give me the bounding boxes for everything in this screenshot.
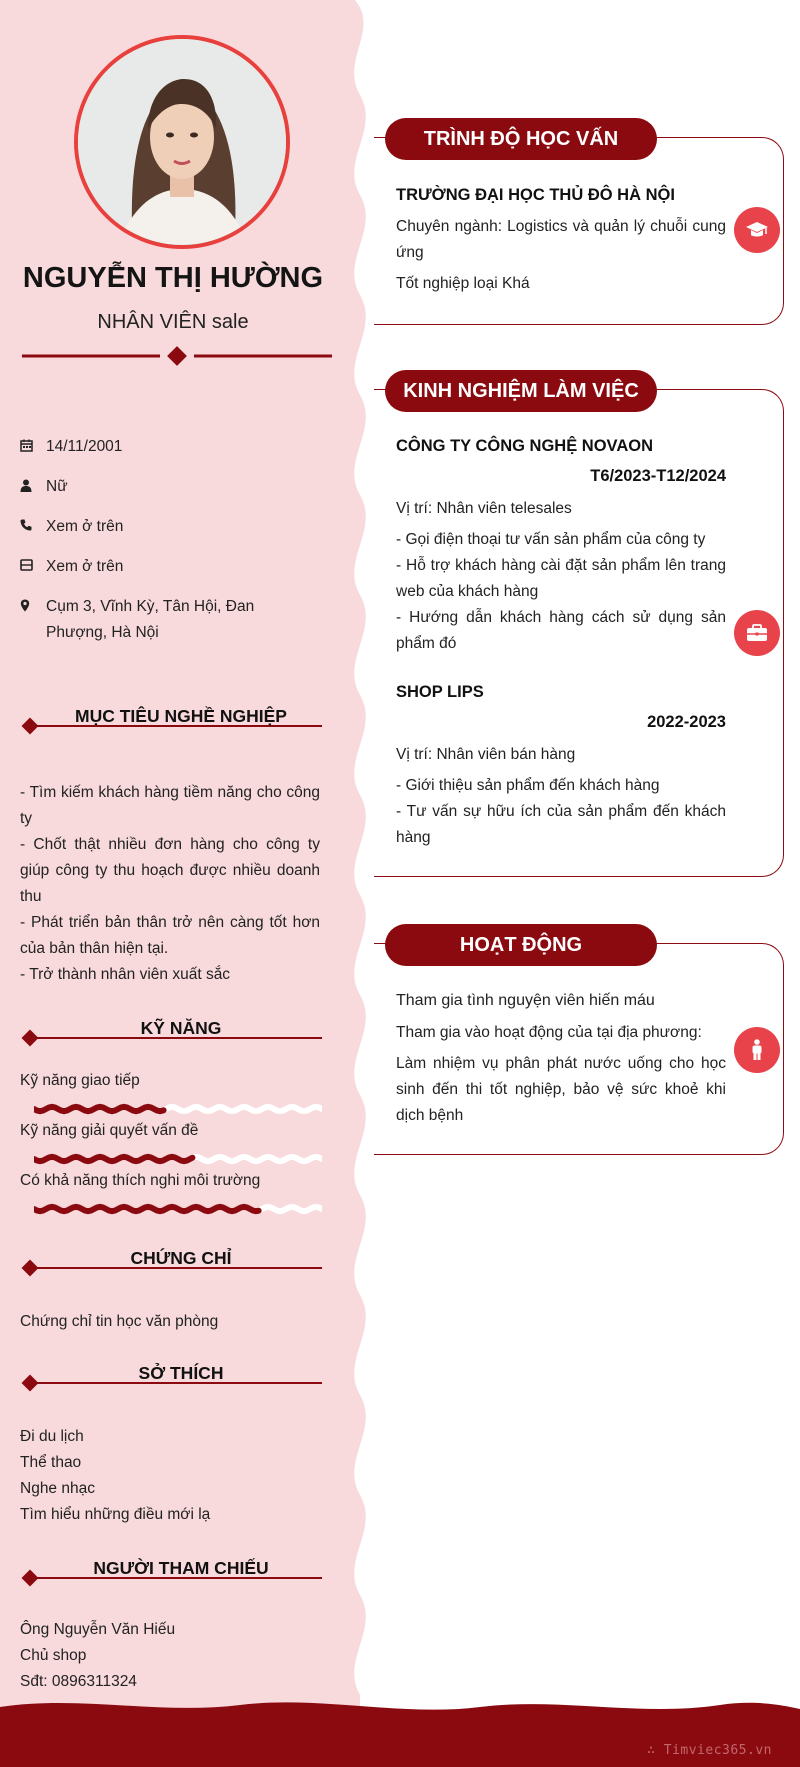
job-duty: - Tư vấn sự hữu ích của sản phẩm đến khách hàng bbox=[396, 803, 726, 846]
job-title: NHÂN VIÊN sale bbox=[97, 311, 249, 333]
hobby-item: Đi du lịch bbox=[20, 1428, 84, 1445]
hobby-item: Tìm hiểu những điều mới lạ bbox=[20, 1506, 211, 1523]
objective-title: MỤC TIÊU NGHỀ NGHIỆP bbox=[75, 706, 287, 726]
objective-text bbox=[20, 780, 320, 988]
email-icon bbox=[20, 554, 46, 580]
phone-icon bbox=[20, 514, 46, 540]
address-line-2: Phượng, Hà Nội bbox=[46, 624, 159, 641]
references-heading bbox=[20, 1558, 322, 1588]
objective-heading bbox=[20, 706, 322, 736]
map-pin-icon bbox=[20, 594, 46, 646]
objective-line: - Phát triển bản thân trở nên càng tốt hơn của bản thân hiện tại. bbox=[20, 914, 320, 957]
job-duties bbox=[396, 527, 726, 657]
job-period: 2022-2023 bbox=[647, 713, 726, 731]
hobby-item: Nghe nhạc bbox=[20, 1480, 95, 1497]
gender-value: Nữ bbox=[46, 478, 68, 495]
skills-title: KỸ NĂNG bbox=[140, 1018, 222, 1038]
email-value: Xem ở trên bbox=[46, 558, 124, 575]
skill-bar-problem-solving bbox=[34, 1152, 322, 1166]
reference-item: Ông Nguyễn Văn Hiếu bbox=[20, 1621, 176, 1638]
certificates-heading bbox=[20, 1248, 322, 1278]
person-icon bbox=[734, 1027, 780, 1073]
company-name: CÔNG TY CÔNG NGHỆ NOVAON bbox=[396, 437, 653, 455]
hobbies-heading bbox=[20, 1363, 322, 1393]
job-duties bbox=[396, 773, 726, 851]
avatar bbox=[74, 35, 290, 249]
address-value bbox=[46, 594, 254, 646]
job-period: T6/2023-T12/2024 bbox=[590, 467, 726, 485]
objective-line: - Chốt thật nhiều đơn hàng cho công ty giúp công ty thu hoạch được nhiều doanh thu bbox=[20, 836, 320, 905]
certificate-item: Chứng chỉ tin học văn phòng bbox=[20, 1313, 219, 1330]
education-title: TRÌNH ĐỘ HỌC VẤN bbox=[385, 118, 657, 160]
experience-title: KINH NGHIỆM LÀM VIỆC bbox=[385, 370, 657, 412]
job-duty: - Hướng dẫn khách hàng cách sử dụng sản phẩm đó bbox=[396, 609, 726, 652]
certificates-title: CHỨNG CHỈ bbox=[130, 1248, 232, 1268]
hobby-item: Thể thao bbox=[20, 1454, 82, 1471]
candidate-name: NGUYỄN THỊ HƯỜNG bbox=[22, 262, 324, 294]
watermark: ∴ Timviec365.vn bbox=[647, 1743, 772, 1758]
job-duty: - Giới thiệu sản phẩm đến khách hàng bbox=[396, 777, 660, 794]
skill-bar-fill bbox=[34, 1207, 259, 1211]
reference-item: Chủ shop bbox=[20, 1647, 87, 1664]
calendar-icon bbox=[20, 434, 46, 460]
phone-row bbox=[20, 514, 320, 540]
job-position: Vị trí: Nhân viên telesales bbox=[396, 500, 572, 517]
activity-item: Tham gia vào hoạt động của tại địa phương: bbox=[396, 1024, 702, 1041]
job-duty: - Gọi điện thoại tư vấn sản phẩm của công ty bbox=[396, 531, 706, 548]
education-grade: Tốt nghiệp loại Khá bbox=[396, 275, 530, 292]
skill-label: Có khả năng thích nghi môi trường bbox=[20, 1172, 261, 1189]
reference-item: Sđt: 0896311324 bbox=[20, 1673, 137, 1690]
objective-line: - Trở thành nhân viên xuất sắc bbox=[20, 966, 231, 983]
job-duty: - Hỗ trợ khách hàng cài đặt sản phẩm lên trang web của khách hàng bbox=[396, 557, 726, 600]
job-position: Vị trí: Nhân viên bán hàng bbox=[396, 746, 576, 763]
user-icon bbox=[20, 474, 46, 500]
skill-bar-communication bbox=[34, 1102, 322, 1116]
hobbies-list bbox=[20, 1424, 320, 1528]
education-major: Chuyên ngành: Logistics và quản lý chuỗi cung ứng bbox=[396, 218, 726, 261]
skill-bar-fill bbox=[34, 1107, 164, 1111]
skill-label: Kỹ năng giao tiếp bbox=[20, 1072, 140, 1089]
hobbies-title: SỞ THÍCH bbox=[138, 1363, 224, 1383]
references-list bbox=[20, 1617, 320, 1695]
skill-bar-fill bbox=[34, 1157, 192, 1161]
birthday-row bbox=[20, 434, 320, 460]
activities-title: HOẠT ĐỘNG bbox=[385, 924, 657, 966]
objective-line: - Tìm kiếm khách hàng tiềm năng cho công ty bbox=[20, 784, 320, 827]
birthday-value: 14/11/2001 bbox=[46, 438, 123, 455]
school-name: TRƯỜNG ĐẠI HỌC THỦ ĐÔ HÀ NỘI bbox=[396, 186, 675, 204]
address-row bbox=[20, 594, 320, 646]
gender-row bbox=[20, 474, 320, 500]
skill-bar-adaptability bbox=[34, 1202, 322, 1216]
activity-item: Làm nhiệm vụ phân phát nước uống cho học sinh đến thi tốt nghiệp, bảo vệ sức khoẻ khi dịch bệnh bbox=[396, 1055, 726, 1124]
graduation-cap-icon bbox=[734, 207, 780, 253]
phone-value: Xem ở trên bbox=[46, 518, 124, 535]
briefcase-icon bbox=[734, 610, 780, 656]
skills-heading bbox=[20, 1018, 322, 1048]
activity-item: Tham gia tình nguyện viên hiến máu bbox=[396, 992, 655, 1009]
company-name: SHOP LIPS bbox=[396, 683, 484, 701]
references-title: NGƯỜI THAM CHIẾU bbox=[93, 1558, 269, 1578]
address-line-1: Cụm 3, Vĩnh Kỳ, Tân Hội, Đan bbox=[46, 598, 255, 615]
skill-label: Kỹ năng giải quyết vấn đề bbox=[20, 1122, 199, 1139]
email-row bbox=[20, 554, 320, 580]
name-divider bbox=[20, 346, 334, 366]
